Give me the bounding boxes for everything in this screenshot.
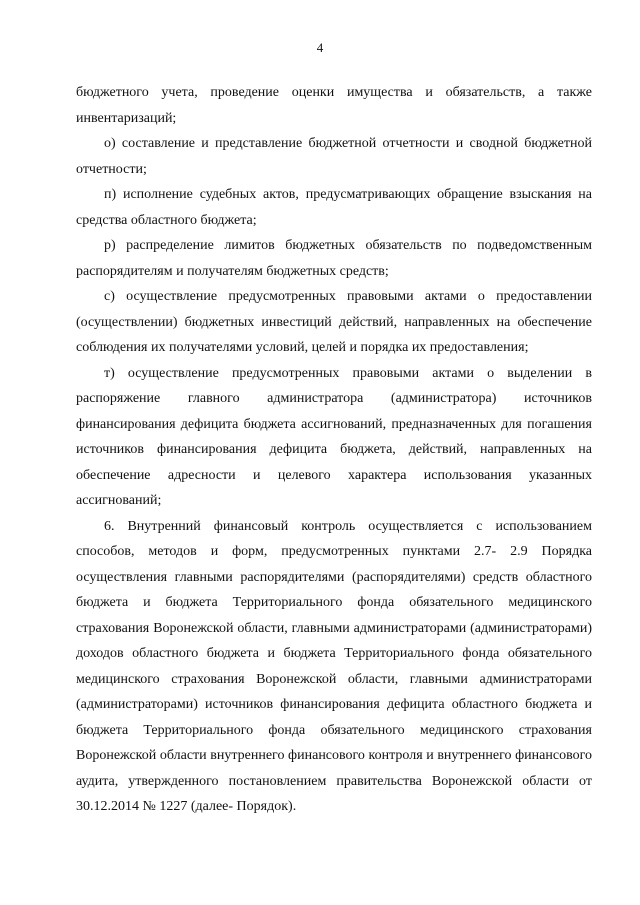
paragraph-item-p: п) исполнение судебных актов, предусматривающих обращение взыскания на средства областного бюджета; [76,187,592,228]
paragraph-item-o: о) составление и представление бюджетной отчетности и сводной бюджетной отчетности; [76,136,592,177]
page-number: 4 [316,40,324,55]
paragraph-item-r: р) распределение лимитов бюджетных обязательств по подведомственным распорядителям и получателям бюджетных средств; [76,238,592,279]
paragraph-item-s: с) осуществление предусмотренных правовыми актами о предоставлении (осуществлении) бюджетных инвестиций действий, направленных на обеспечение соблюдения их получателями условий, целей и порядка их предоставления; [76,289,592,355]
document-body [76,80,592,820]
paragraph-continuation: бюджетного учета, проведение оценки имущества и обязательств, а также инвентаризаций; [76,85,592,126]
paragraph-item-t: т) осуществление предусмотренных правовыми актами о выделении в распоряжение главного администратора (администратора) источников финансирования дефицита бюджета ассигнований, предназначенных для погашения источников финансирования дефицита бюджета, действий, направленных на обеспечение адресности и целевого характера использования указанных ассигнований; [76,365,592,508]
paragraph-section-6: 6. Внутренний финансовый контроль осуществляется с использованием способов, методов и форм, предусмотренных пунктами 2.7- 2.9 Порядка осуществления главными распорядителями (распорядителями) средств областного бюджета и бюджета Территориального фонда обязательного медицинского страхования Воронежской области, главными администраторами (администраторами) доходов областного бюджета и бюджета Территориального фонда обязательного медицинского страхования Воронежской области, главными администраторами (администраторами) источников финансирования дефицита областного бюджета и бюджета Территориального фонда обязательного медицинского страхования Воронежской области внутреннего финансового контроля и внутреннего финансового аудита, утвержденного постановлением правительства Воронежской области от 30.12.2014 № 1227 (далее- Порядок). [76,518,592,814]
